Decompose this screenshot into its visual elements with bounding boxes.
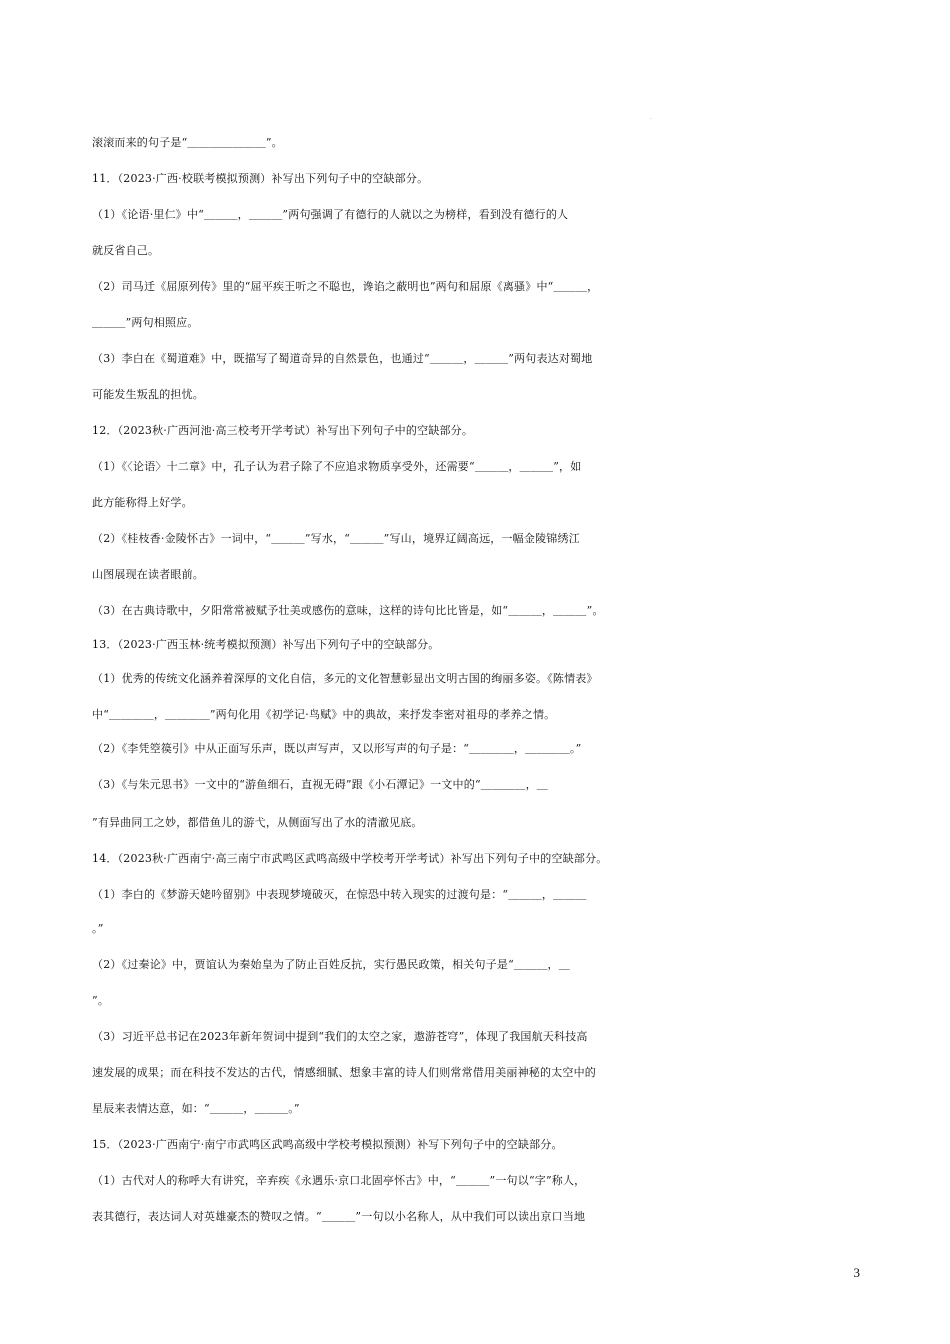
text-line: （1）《论语·里仁》中“＿＿＿，＿＿＿”两句强调了有德行的人就以之为榜样，看到没有德行的人	[92, 208, 569, 221]
scan-dot: ·	[650, 116, 652, 123]
text-line: 可能发生叛乱的担忧。	[92, 388, 204, 401]
text-line: （1）优秀的传统文化涵养着深厚的文化自信，多元的文化智慧彰显出文明古国的绚丽多姿。《陈情表》	[92, 672, 598, 685]
text-line: 星辰来表情达意，如：“＿＿＿，＿＿＿。”	[92, 1102, 300, 1115]
text-line: （2）《过秦论》中，贾谊认为秦始皇为了防止百姓反抗，实行愚民政策，相关句子是“＿＿＿，＿	[92, 958, 570, 971]
question-heading-11: 11．（2023·广西·校联考模拟预测）补写出下列句子中的空缺部分。	[92, 172, 429, 185]
text-line: 。”	[92, 922, 104, 935]
text-line: （3）在古典诗歌中，夕阳常常被赋予壮美或感伤的意味，这样的诗句比比皆是，如“＿＿＿，＿＿＿”。	[92, 604, 604, 617]
question-heading-12: 12．（2023秋·广西河池·高三校考开学考试）补写出下列句子中的空缺部分。	[92, 424, 474, 437]
text-line: （1）李白的《梦游天姥吟留别》中表现梦境破灭，在惊恐中转入现实的过渡句是：“＿＿＿，＿＿＿	[92, 888, 587, 901]
text-line: 中“＿＿＿＿，＿＿＿＿”两句化用《初学记·鸟赋》中的典故，来抒发李密对祖母的孝养之情。	[92, 708, 556, 721]
text-line: 速发展的成果；而在科技不发达的古代，情感细腻、想象丰富的诗人们则常常借用美丽神秘的太空中的	[92, 1066, 596, 1079]
text-line: （2）司马迁《屈原列传》里的“屈平疾王听之不聪也，谗谄之蔽明也”两句和屈原《离骚》中“＿＿＿，	[92, 280, 599, 293]
text-line: （1）《〈论语〉十二章》中，孔子认为君子除了不应追求物质享受外，还需要“＿＿＿，＿＿＿”，如	[92, 460, 582, 473]
text-line: （2）《李凭箜篌引》中从正面写乐声，既以声写声，又以形写声的句子是：“＿＿＿＿，＿＿＿＿。”	[92, 742, 582, 755]
question-heading-13: 13．（2023·广西玉林·统考模拟预测）补写出下列句子中的空缺部分。	[92, 638, 440, 651]
text-line: （3）李白在《蜀道难》中，既描写了蜀道奇异的自然景色，也通过“＿＿＿，＿＿＿”两句表达对蜀地	[92, 352, 593, 365]
text-line: 表其德行，表达词人对英雄豪杰的赞叹之情。“＿＿＿”一句以小名称人，从中我们可以读出京口当地	[92, 1210, 586, 1223]
question-heading-15: 15．（2023·广西南宁·南宁市武鸣区武鸣高级中学校考模拟预测）补写下列句子中的空缺部分。	[92, 1138, 563, 1151]
text-line: ＿＿＿”两句相照应。	[92, 316, 199, 329]
text-line: （1）古代对人的称呼大有讲究，辛弃疾《永遇乐·京口北固亭怀古》中，“＿＿＿”一句以“字”称人，	[92, 1174, 586, 1187]
text-line: 就反省自己。	[92, 244, 160, 257]
text-line: （2）《桂枝香·金陵怀古》一词中，“＿＿＿”写水，“＿＿＿”写山，境界辽阔高远，一幅金陵锦绣江	[92, 532, 580, 545]
question-heading-14: 14．（2023秋·广西南宁·高三南宁市武鸣区武鸣高级中学校考开学考试）补写出下列句子中的空缺部分。	[92, 852, 608, 865]
text-line: ”有异曲同工之妙，都借鱼儿的游弋，从侧面写出了水的清澈见底。	[92, 816, 423, 829]
text-line: 此方能称得上好学。	[92, 496, 193, 509]
page-number: 3	[853, 1265, 860, 1280]
text-line: （3）习近平总书记在2023年新年贺词中提到“我们的太空之家，遨游苍穹”，体现了我国航天科技高	[92, 1030, 588, 1043]
text-line: 山图展现在读者眼前。	[92, 568, 204, 581]
text-line: （3）《与朱元思书》一文中的“游鱼细石，直视无碍”跟《小石潭记》一文中的“＿＿＿＿，＿	[92, 778, 548, 791]
text-line: 滚滚而来的句子是“＿＿＿＿＿＿＿”。	[92, 136, 283, 149]
text-line: ”。	[92, 994, 110, 1007]
